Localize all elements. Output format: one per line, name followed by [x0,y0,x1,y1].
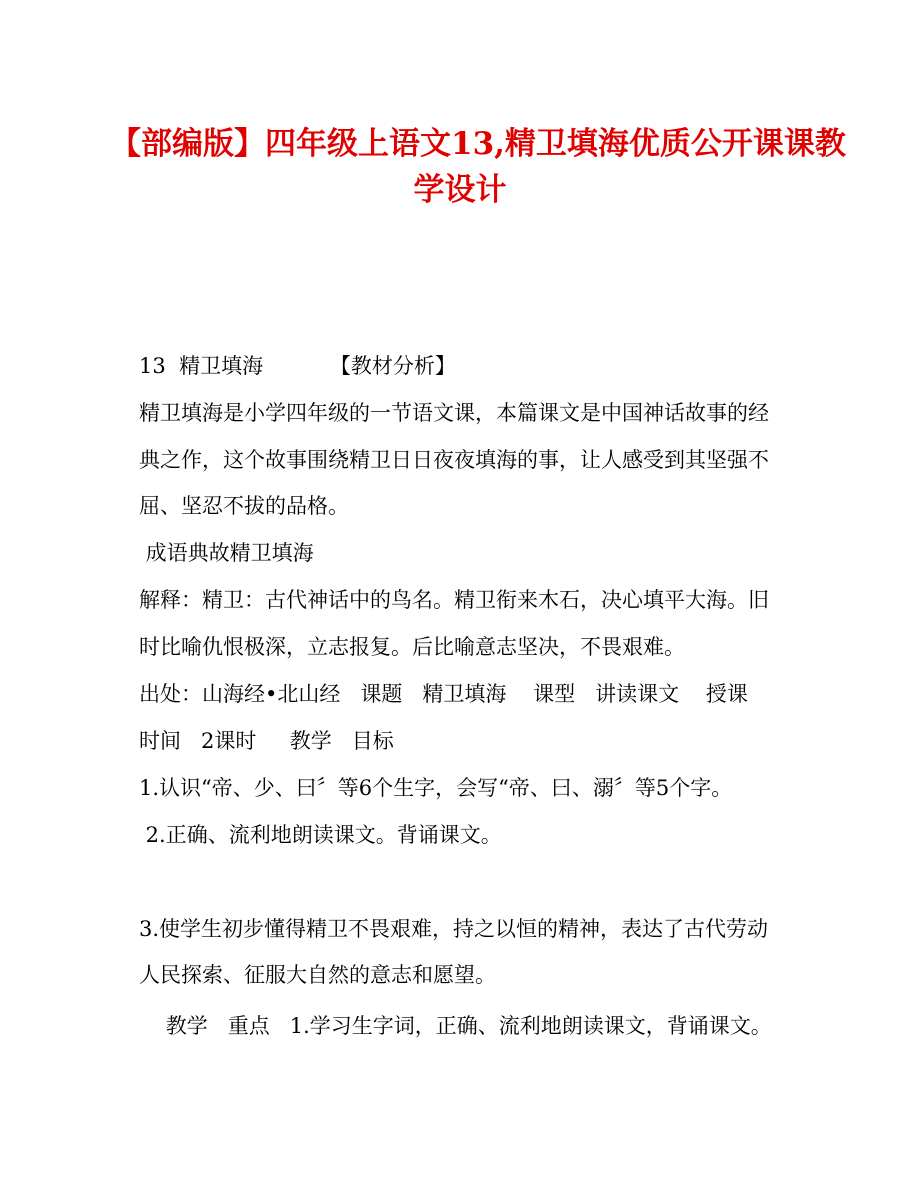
document-title-line-1: 【部编版】四年级上语文13,精卫填海优质公开课课教 [110,126,846,162]
objective-3-line-1: 3.使学生初步懂得精卫不畏艰难，持之以恒的精神，表达了古代劳动 [139,917,769,941]
objective-1: 1.认识“帝、少、曰〞等6个生字，会写“帝、曰、溺〞等5个字。 [139,776,733,800]
analysis-line-1: 精卫填海是小学四年级的一节语文课，本篇课文是中国神话故事的经 [139,401,769,425]
key-points-line: 教学 重点 1.学习生字词，正确、流利地朗读课文，背诵课文。 [139,1014,772,1038]
objective-2: 2.正确、流利地朗读课文。背诵课文。 [139,823,502,847]
objective-3-line-2: 人民探索、征服大自然的意志和愿望。 [139,963,496,987]
explanation-line-2: 时比喻仇恨极深，立志报复。后比喻意志坚决，不畏艰难。 [139,635,685,659]
analysis-line-3: 屈、坚忍不拔的品格。 [139,494,349,518]
document-title-line-2: 学设计 [413,172,507,208]
idiom-heading: 成语典故精卫填海 [139,541,314,565]
lesson-heading: 13 精卫填海 【教材分析】 [139,354,456,378]
analysis-line-2: 典之作，这个故事围绕精卫日日夜夜填海的事，让人感受到其坚强不 [139,448,769,472]
course-info-line: 时间 2课时 教学 目标 [139,729,394,753]
source-line: 出处：山海经•北山经 课题 精卫填海 课型 讲读课文 授课 [139,682,748,706]
explanation-line-1: 解释：精卫：古代神话中的鸟名。精卫衔来木石，决心填平大海。旧 [139,588,769,612]
